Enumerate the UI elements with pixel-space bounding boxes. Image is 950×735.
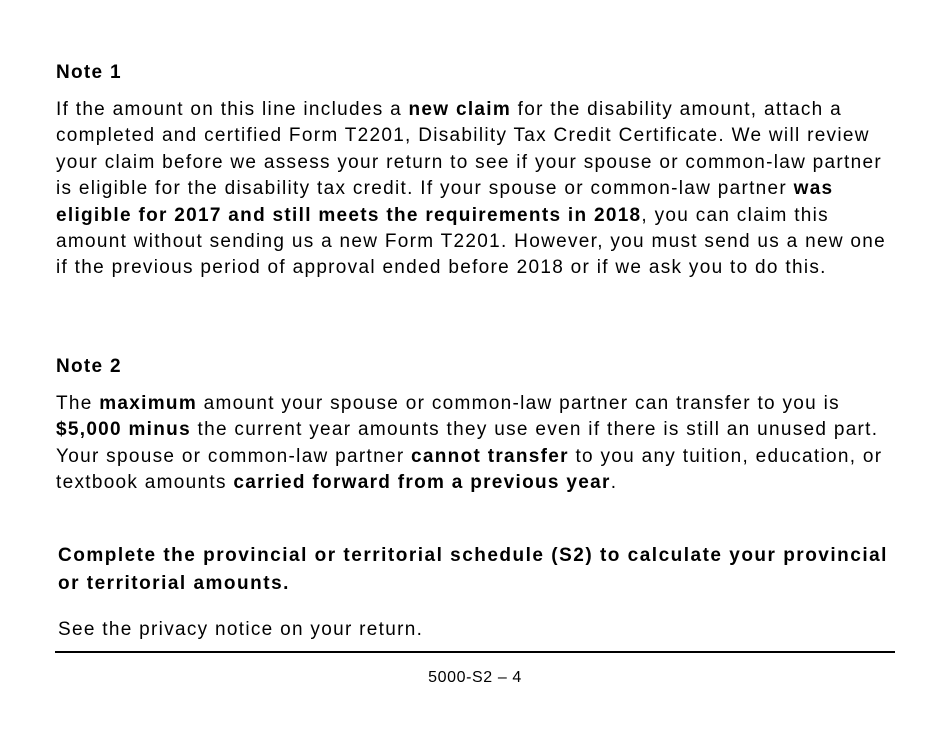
note-2-bold-carried-forward: carried forward from a previous year [233,472,611,494]
note-1-segment: If the amount on this line includes a [56,99,409,120]
note-2-segment: the current year amounts they use even if there is still an unused part. Your spouse or common-law partner [56,419,879,467]
provincial-schedule-instruction: Complete the provincial or territorial schedule (S2) to calculate your provincial or territorial amounts. [58,545,888,594]
note-2-bold-amount: $5,000 minus [56,419,191,441]
privacy-notice: See the privacy notice on your return. [58,619,424,640]
note-2-text [56,391,901,497]
note-2-segment: to you any tuition, education, or textbook amounts [56,445,883,494]
note-1-segment: for the disability amount, attach a completed and certified Form T2201, Disability Tax Credit Certificate. We will review your claim before we assess your return to see if your spouse or common-law partner is eligible for the disability tax credit. If your spouse or common-law partner [56,99,882,200]
note-2-heading: Note 2 [56,356,122,377]
page-number-footer: 5000-S2 – 4 [428,669,522,686]
note-2-segment: amount your spouse or common-law partner can transfer to you is [197,393,840,414]
note-1-heading: Note 1 [56,62,122,83]
note-1-bold-eligibility: was eligible for 2017 and still meets the requirements in 2018 [56,178,834,226]
note-2-bold-cannot-transfer: cannot transfer [411,445,569,467]
note-1-segment: , you can claim this amount without sending us a new Form T2201. However, you must send us a new one if the previous period of approval ended before 2018 or if we ask you to do this. [56,204,887,279]
note-2-segment: . [610,472,618,494]
note-2-segment: The [56,393,100,414]
note-1-bold-new-claim: new claim [408,99,512,120]
footer-divider [55,651,895,653]
note-2-bold-maximum: maximum [99,393,198,414]
note-1-text [56,97,901,282]
